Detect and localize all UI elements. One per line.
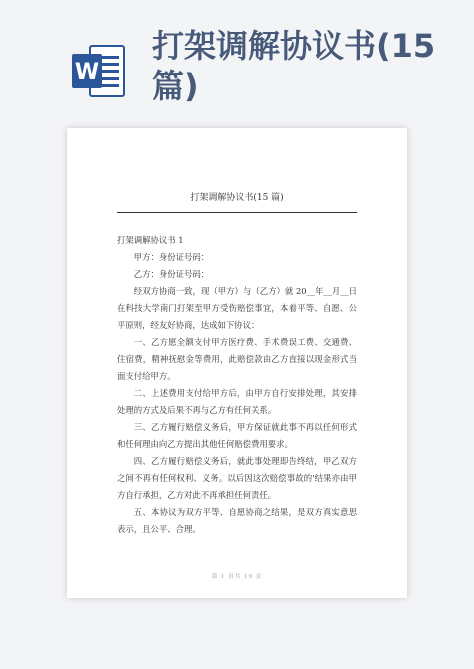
page-footer: 第 1 页共 19 页 xyxy=(211,574,263,580)
document-header: 打架调解协议书(15 篇) xyxy=(190,193,284,203)
banner xyxy=(0,0,474,120)
paragraph-intro: 经双方协商一致，现（甲方）与（乙方）就 20__年__月__日在科技大学南门打架至甲方受伤赔偿事宜，本着平等、自愿、公平原则，经友好协商，达成如下协议： xyxy=(117,286,357,330)
party-a-line: 甲方：身份证号码： xyxy=(133,252,210,262)
paragraph-5: 五、本协议为双方平等、自愿协商之结果，是双方真实意思表示，且公平、合理。 xyxy=(117,507,357,534)
word-icon-letter: W xyxy=(74,60,100,85)
paragraph-2: 二、上述费用支付给甲方后，由甲方自行安排处理，其安排处理的方式及后果不再与乙方有任何关系。 xyxy=(117,388,357,415)
paragraph-1: 一、乙方愿全额支付甲方医疗费、手术费误工费、交通费、住宿费，精神抚慰金等费用，此赔偿款由乙方直接以现金形式当面支付给甲方。 xyxy=(117,337,357,381)
party-b-line: 乙方：身份证号码： xyxy=(133,269,210,279)
header-rule xyxy=(117,212,357,213)
paragraph-3: 三、乙方履行赔偿义务后，甲方保证就此事不再以任何形式和任何理由向乙方提出其他任何赔偿费用要求。 xyxy=(117,422,357,449)
paragraph-4: 四、乙方履行赔偿义务后，就此事处理即告终结，甲乙双方之间不再有任何权利、义务。以后因这次赔偿事故的'结果亦由甲方自行承担，乙方对此不再承担任何责任。 xyxy=(117,456,357,500)
document-heading: 打架调解协议书 1 xyxy=(117,235,184,245)
word-document-icon xyxy=(70,42,128,100)
document-page xyxy=(67,128,407,598)
document-body xyxy=(117,232,357,538)
banner-title: 打架调解协议书(15篇) xyxy=(152,27,436,105)
